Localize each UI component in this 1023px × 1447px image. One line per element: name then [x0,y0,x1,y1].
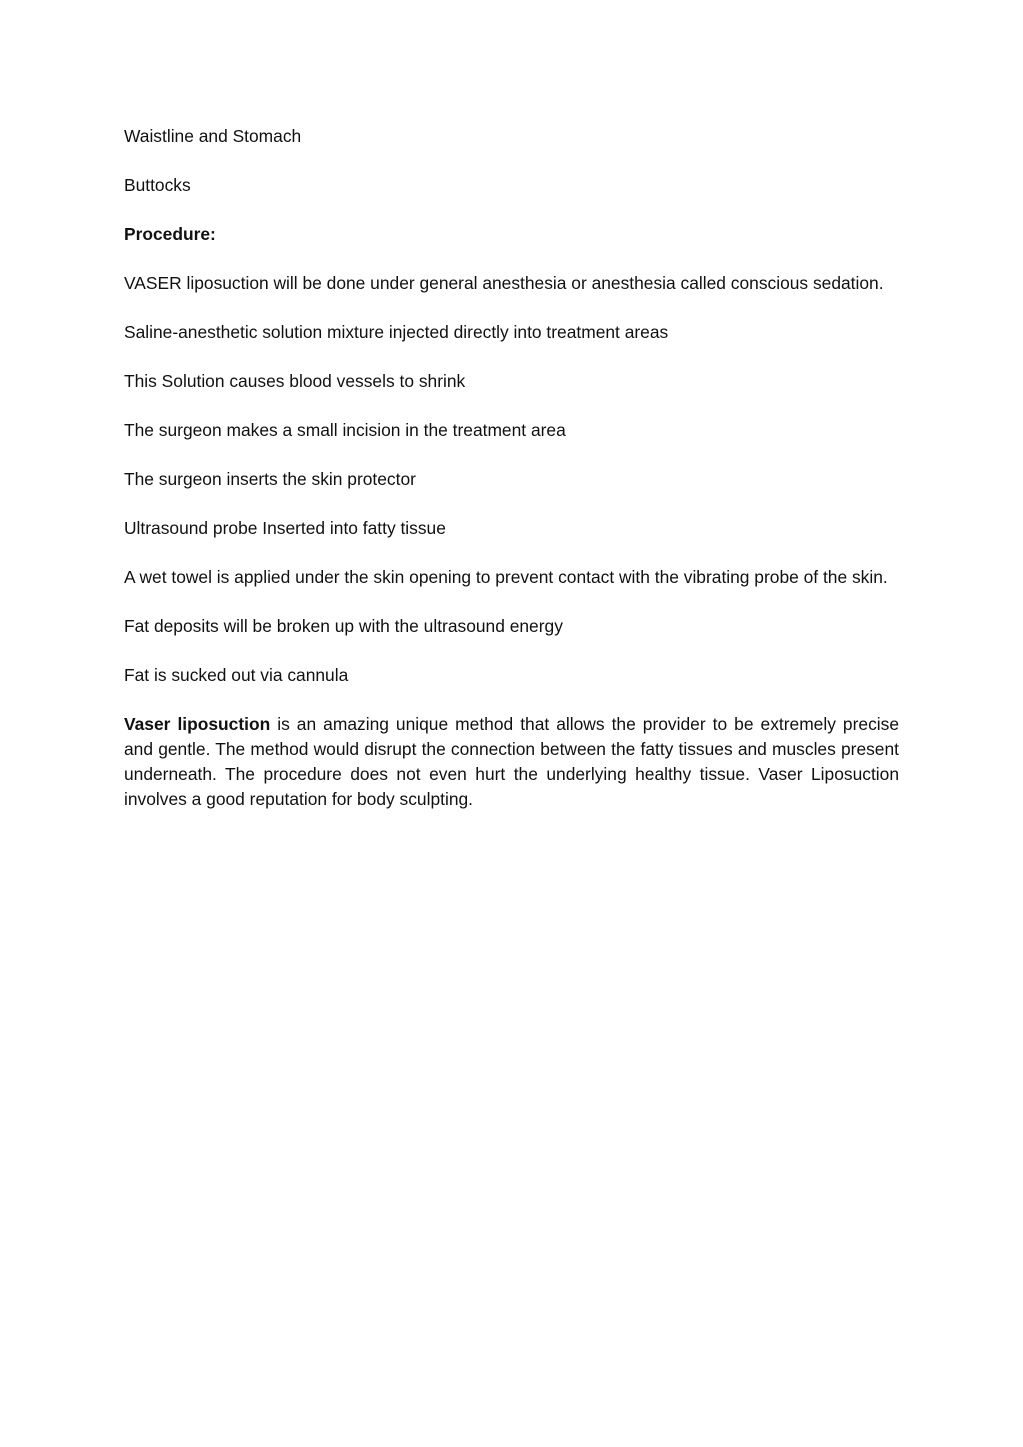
text-incision: The surgeon makes a small incision in the treatment area [124,420,566,440]
closing-paragraph [124,712,899,812]
text-waistline: Waistline and Stomach [124,126,302,146]
document-body [124,124,899,836]
text-vaser-anesthesia: VASER liposuction will be done under general anesthesia or anesthesia called conscious sedation. [124,273,884,293]
closing-text: is an amazing unique method that allows the provider to be extremely precise and gentle. The method would disrupt the connection between the fatty tissues and muscles present underneath. The procedure does not even hurt the underlying healthy tissue. Vaser Liposuction involves a good reputation for body sculpting. [124,714,899,809]
text-solution-shrink: This Solution causes blood vessels to shrink [124,371,466,391]
text-fat-deposits: Fat deposits will be broken up with the ultrasound energy [124,616,563,636]
procedure-heading: Procedure: [124,224,216,244]
text-saline: Saline-anesthetic solution mixture injected directly into treatment areas [124,322,669,342]
text-buttocks: Buttocks [124,175,191,195]
text-wet-towel: A wet towel is applied under the skin opening to prevent contact with the vibrating probe of the skin. [124,567,888,587]
text-fat-sucked: Fat is sucked out via cannula [124,665,349,685]
closing-bold-lead: Vaser liposuction [124,714,271,734]
text-skin-protector: The surgeon inserts the skin protector [124,469,416,489]
text-ultrasound-probe: Ultrasound probe Inserted into fatty tissue [124,518,446,538]
